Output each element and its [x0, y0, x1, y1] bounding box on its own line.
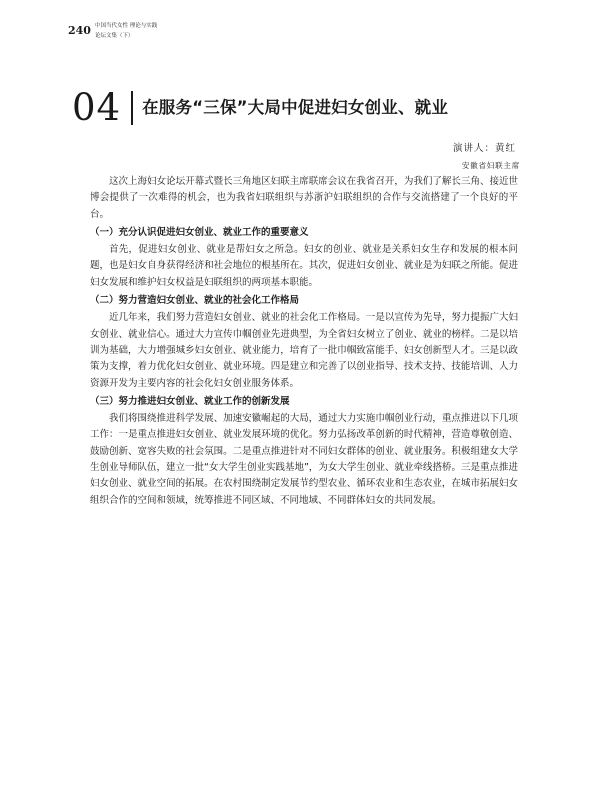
section-heading-3: （三）努力推进妇女创业、就业工作的创新发展 — [90, 395, 290, 407]
chapter-divider — [131, 91, 133, 125]
running-title — [95, 21, 157, 41]
chapter-header — [72, 88, 448, 128]
intro-paragraph: 这次上海妇女论坛开幕式暨长三角地区妇联主席联席会议在我省召开，为我们了解长三角、接近世博会提供了一次难得的机会，也为我省妇联组织与苏浙沪妇联组织的合作与交流搭建了一个良好的平台。 — [90, 176, 518, 220]
speaker-affiliation: 安徽省妇联主席 — [461, 161, 520, 170]
running-title-line-1: 中国当代女性 理论与实践 — [94, 23, 158, 29]
speaker-name: 演讲人：黄红 — [452, 143, 516, 154]
section-paragraph-3: 我们将围绕推进科学发展、加速安徽崛起的大局，通过大力实施巾帼创业行动，重点推进以下几项工作：一是重点推进妇女创业、就业发展环境的优化。努力弘扬改革创新的时代精神，营造尊敬创造、鼓励创新、宽容失败的社会氛围。二是重点推进针对不同妇女群体的创业、就业服务。积极组建女大学生创业导师队伍，建立一批“女大学生创业实践基地”，为女大学生创业、就业牵线搭桥。三是重点推进妇女创业、就业空间的拓展。在农村围绕制定发展节约型农业、循环农业和生态农业，在城市拓展妇女组织合作的空间和领域，统筹推进不同区域、不同地域、不同群体妇女的共同发展。 — [90, 413, 518, 506]
section-paragraph-1: 首先，促进妇女创业、就业是帮妇女之所急。妇女的创业、就业是关系妇女生存和发展的根本问题，也是妇女自身获得经济和社会地位的根基所在。其次，促进妇女创业、就业是为妇联之所能。促进妇女发展和维护妇女权益是妇联组织的两项基本职能。 — [90, 244, 518, 288]
section-heading-2: （二）努力营造妇女创业、就业的社会化工作格局 — [90, 295, 300, 307]
chapter-title: 在服务“三保”大局中促进妇女创业、就业 — [142, 98, 449, 117]
article-body — [90, 174, 518, 509]
section-paragraph-2: 近几年来，我们努力营造妇女创业、就业的社会化工作格局。一是以宣传为先导，努力提振广大妇女创业、就业信心。通过大力宣传巾帼创业先进典型，为全省妇女树立了创业、就业的榜样。二是以培训为基础，大力增强城乡妇女创业、就业能力，培育了一批巾帼致富能手、妇女创新型人才。三是以政策为支撑，着力优化妇女创业、就业环境。四是建立和完善了以创业指导、技术支持、技能培训、人力资源开发为主要内容的社会化妇女创业服务体系。 — [90, 312, 518, 389]
section-heading-1: （一）充分认识促进妇女创业、就业工作的重要意义 — [90, 226, 309, 238]
running-head — [68, 21, 157, 41]
running-title-line-2: 论坛文集（下） — [94, 33, 134, 39]
chapter-number: 04 — [72, 86, 122, 129]
page-number: 240 — [68, 24, 91, 37]
